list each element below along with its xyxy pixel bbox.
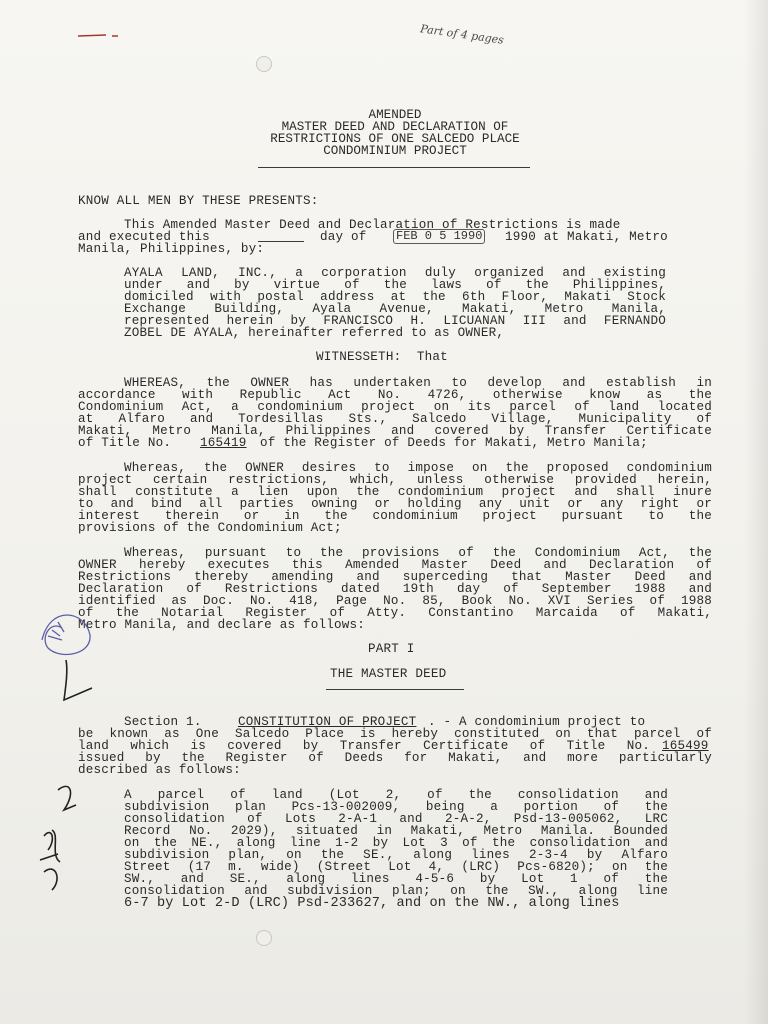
page-shadow [744,0,768,1024]
section1-line-5: described as follows: [78,763,241,777]
parcel-line-5: on the NE., along line 1-2 by Lot 3 of the consolidation and [124,836,668,850]
date-stamp: FEB 0 5 1990 [393,229,485,244]
parcel-line-10: 6-7 by Lot 2-D (LRC) Psd-233627, and on the NW., along lines [124,896,620,911]
intro-line-2c: 1990 at Makati, Metro [505,230,668,244]
witnesseth: WITNESSETH: That [316,350,448,364]
section1-label: Section 1. [124,715,202,729]
parcel-line-4: Record No. 2029), situated in Makati, Metro Manila. Bounded [124,824,668,838]
punch-hole-top [256,56,272,72]
section1-line-3: land which is covered by Transfer Certificate of Title No. [78,739,650,753]
day-blank [258,241,304,242]
parcel-line-3: consolidation of Lots 2-A-1 and 2-A-2, Psd-13-005062, LRC [124,812,668,826]
whereas2-line-5: interest therein or in the condominium project pursuant to the [78,509,712,523]
parcel-line-7: Street (17 m. wide) (Street Lot 4, (LRC) Pcs-6820); on the [124,860,668,874]
document-title [150,109,640,157]
know-all-heading: KNOW ALL MEN BY THESE PRESENTS: [78,194,319,208]
whereas3-line-7: Metro Manila, and declare as follows: [78,618,366,632]
whereas2-line-3: shall constitute a lien upon the condominium project and shall inure [78,485,712,499]
intro-line-1: This Amended Master Deed and Declaration of Restrictions is made [124,218,621,232]
whereas1-line-6a: of Title No. [78,436,172,450]
section1-tct: 165499 [662,739,709,753]
whereas3-line-2: OWNER hereby executes this Amended Master Deed and Declaration of [78,558,712,572]
owner-line-3: domiciled with postal address at the 6th Floor, Makati Stock [124,290,666,304]
whereas1-line-3: Condominium Act, a condominium project on its parcel of land located [78,400,712,414]
whereas3-line-1: Whereas, pursuant to the provisions of the Condominium Act, the [124,546,712,560]
whereas1-line-4: at Alfaro and Tordesillas Sts., Salcedo Village, Municipality of [78,412,712,426]
parcel-line-1: A parcel of land (Lot 2, of the consolidation and [124,788,668,802]
punch-hole-bottom [256,930,272,946]
whereas3-line-4: Declaration of Restrictions dated 19th day of September 1988 and [78,582,712,596]
title-line-1: AMENDED [368,108,422,122]
section1-line-1-rest: . - A condominium project to [428,715,646,729]
intro-line-2b: day of [320,230,367,244]
parcel-line-9: consolidation and subdivision plan; on the SW., along line [124,884,668,898]
owner-line-6: ZOBEL DE AYALA, hereinafter referred to as OWNER, [124,326,505,340]
whereas3-line-6: of the Notarial Register of Atty. Constantino Marcaida of Makati, [78,606,712,620]
title-line-4: CONDOMINIUM PROJECT [323,144,467,158]
handwritten-note: Part of 4 pages [419,22,505,47]
part-title: THE MASTER DEED [330,667,447,681]
whereas3-line-3: Restrictions thereby amending and superceding that Master Deed and [78,570,712,584]
title-rule [258,167,530,168]
whereas2-line-2: project certain restrictions, which, unless otherwise provided herein, [78,473,712,487]
whereas1-line-2: accordance with Republic Act No. 4726, otherwise know as the [78,388,712,402]
owner-line-2: under and by virtue of the laws of the Philippines, [124,278,666,292]
part-title-rule [326,689,464,690]
whereas1-line-6b: of the Register of Deeds for Makati, Metro Manila; [260,436,648,450]
section1-line-2: be known as One Salcedo Place is hereby constituted on that parcel of [78,727,712,741]
section1-heading: CONSTITUTION OF PROJECT [238,715,417,729]
part-heading: PART I [368,642,415,656]
whereas1-line-5: Makati, Metro Manila, Philippines and covered by Transfer Certificate [78,424,712,438]
owner-line-1: AYALA LAND, INC., a corporation duly organized and existing [124,266,666,280]
intro-line-3: Manila, Philippines, by: [78,242,265,256]
intro-line-2a: and executed this [78,230,210,244]
title-line-3: RESTRICTIONS OF ONE SALCEDO PLACE [270,132,520,146]
parcel-line-6: subdivision plan, on the SE., along lines 2-3-4 by Alfaro [124,848,668,862]
whereas2-line-4: to and bind all parties owning or holding any unit or any right or [78,497,712,511]
handwritten-initials [30,600,110,920]
owner-line-4: Exchange Building, Ayala Avenue, Makati, Metro Manila, [124,302,666,316]
owner-line-5: represented herein by FRANCISCO H. LICUANAN III and FERNANDO [124,314,666,328]
whereas2-line-6: provisions of the Condominium Act; [78,521,342,535]
whereas1-tct: 165419 [200,436,247,450]
whereas2-line-1: Whereas, the OWNER desires to impose on the proposed condominium [124,461,712,475]
top-edge-mark [76,30,136,44]
whereas1-line-1: WHEREAS, the OWNER has undertaken to develop and establish in [124,376,712,390]
section1-line-4: issued by the Register of Deeds for Makati, and more particularly [78,751,712,765]
title-line-2: MASTER DEED AND DECLARATION OF [281,120,509,134]
parcel-line-8: SW., and SE., along lines 4-5-6 by Lot 1 of the [124,872,668,886]
parcel-line-2: subdivision plan Pcs-13-002009, being a portion of the [124,800,668,814]
whereas3-line-5: identified as Doc. No. 418, Page No. 85, Book No. XVI Series of 1988 [78,594,712,608]
